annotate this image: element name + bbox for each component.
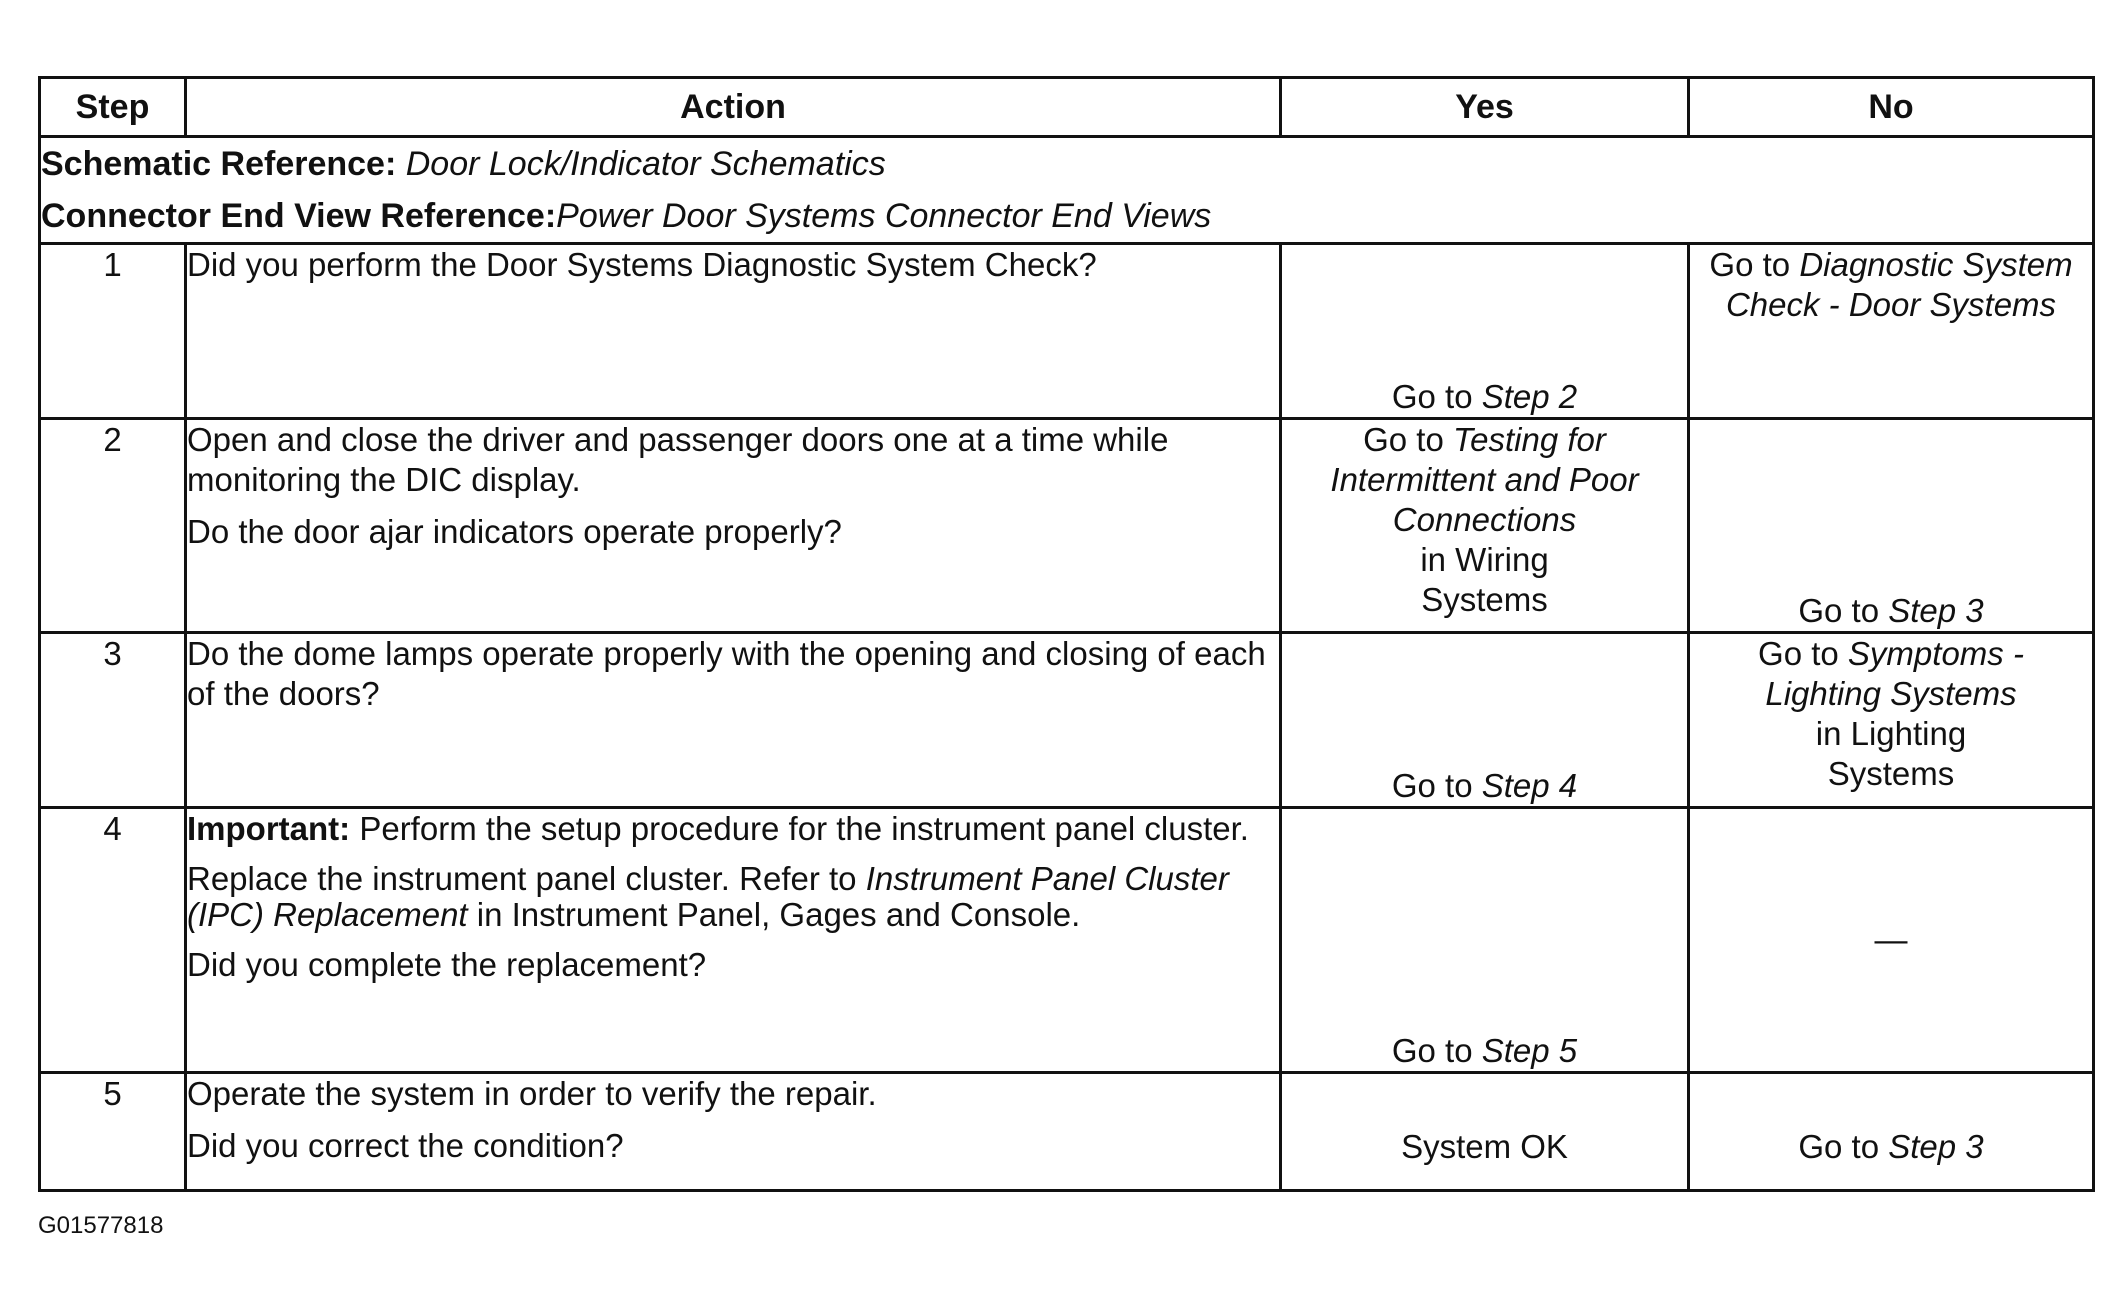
no-cell [1689, 633, 2094, 808]
action-text: Open and close the driver and passenger doors one at a time while monitoring the DIC display. [187, 421, 1169, 498]
header-row [40, 78, 2094, 137]
yes-result: System OK [1401, 1127, 1568, 1165]
yes-link[interactable]: Step 4 [1481, 767, 1578, 804]
no-cell [1689, 808, 2094, 1073]
no-result: — [1874, 921, 1908, 958]
important-note [187, 809, 1279, 849]
table-row [40, 419, 2094, 633]
header-no: No [1689, 78, 2094, 137]
step-number: 1 [40, 244, 186, 419]
yes-link[interactable]: Testing for Intermittent and Poor Connections [1330, 421, 1639, 538]
yes-cell [1281, 1073, 1689, 1191]
no-suffix: in Lighting Systems [1815, 715, 1967, 792]
step-number: 3 [40, 633, 186, 808]
table-row [40, 808, 2094, 1073]
step-number: 2 [40, 419, 186, 633]
figure-id: G01577818 [38, 1212, 164, 1239]
action-cell [186, 808, 1281, 1073]
replace-text: Replace the instrument panel cluster. Refer to [187, 860, 857, 897]
action-cell [186, 1073, 1281, 1191]
yes-cell [1281, 808, 1689, 1073]
connector-reference-label: Connector End View Reference: [41, 197, 557, 235]
yes-prefix: Go to [1391, 378, 1473, 415]
schematic-reference-label: Schematic Reference: [41, 145, 397, 183]
header-step: Step [40, 78, 186, 137]
yes-prefix: Go to [1363, 421, 1444, 458]
action-question: Do the door ajar indicators operate properly? [187, 513, 842, 550]
reference-cell [40, 137, 2094, 244]
yes-cell [1281, 244, 1689, 419]
action-question: Did you correct the condition? [187, 1127, 624, 1164]
table-row [40, 1073, 2094, 1191]
yes-result [1282, 377, 1687, 417]
no-result [1690, 1127, 2092, 1167]
connector-reference [41, 190, 2092, 242]
no-cell [1689, 244, 2094, 419]
action-cell [186, 633, 1281, 808]
replace-instruction [187, 861, 1279, 933]
table-row [40, 244, 2094, 419]
yes-prefix: Go to [1391, 767, 1473, 804]
yes-result [1282, 420, 1687, 620]
important-label: Important: [187, 810, 351, 847]
no-result [1690, 634, 2092, 794]
schematic-reference-link[interactable]: Door Lock/Indicator Schematics [405, 145, 886, 183]
no-result [1690, 245, 2092, 325]
no-link[interactable]: Diagnostic System Check - Door Systems [1725, 246, 2073, 323]
no-cell [1689, 1073, 2094, 1191]
action-text: Did you perform the Door Systems Diagnostic System Check? [187, 246, 1097, 283]
reference-row [40, 137, 2094, 244]
diagnostic-table [38, 76, 2095, 1192]
action-text: Do the dome lamps operate properly with the opening and closing of each of the doors? [187, 635, 1266, 712]
no-link[interactable]: Step 3 [1888, 1127, 1984, 1165]
connector-reference-link[interactable]: Power Door Systems Connector End Views [556, 197, 1212, 235]
step-number: 5 [40, 1073, 186, 1191]
action-text: Operate the system in order to verify the repair. [187, 1075, 877, 1112]
step-number: 4 [40, 808, 186, 1073]
replace-link[interactable]: Instrument Panel Cluster (IPC) Replacement [187, 860, 1229, 933]
important-text: Perform the setup procedure for the instrument panel cluster. [359, 810, 1249, 847]
yes-suffix: in Wiring Systems [1420, 541, 1549, 618]
no-prefix: Go to [1758, 635, 1839, 672]
no-link[interactable]: Step 3 [1888, 592, 1984, 629]
header-action: Action [186, 78, 1281, 137]
yes-link[interactable]: Step 2 [1481, 378, 1578, 415]
action-cell [186, 244, 1281, 419]
header-yes: Yes [1281, 78, 1689, 137]
no-cell [1689, 419, 2094, 633]
no-link[interactable]: Symptoms - Lighting Systems [1765, 635, 2024, 712]
yes-cell [1281, 633, 1689, 808]
yes-cell [1281, 419, 1689, 633]
table-row [40, 633, 2094, 808]
yes-result [1282, 766, 1687, 806]
no-prefix: Go to [1798, 1127, 1880, 1165]
no-result [1690, 591, 2092, 631]
no-prefix: Go to [1798, 592, 1880, 629]
no-prefix: Go to [1709, 246, 1791, 283]
schematic-reference [41, 138, 2092, 190]
replace-suffix: in Instrument Panel, Gages and Console. [476, 896, 1081, 933]
action-cell [186, 419, 1281, 633]
action-question: Did you complete the replacement? [187, 946, 707, 983]
yes-result [1282, 1031, 1687, 1071]
yes-prefix: Go to [1391, 1032, 1473, 1069]
yes-link[interactable]: Step 5 [1481, 1032, 1578, 1069]
